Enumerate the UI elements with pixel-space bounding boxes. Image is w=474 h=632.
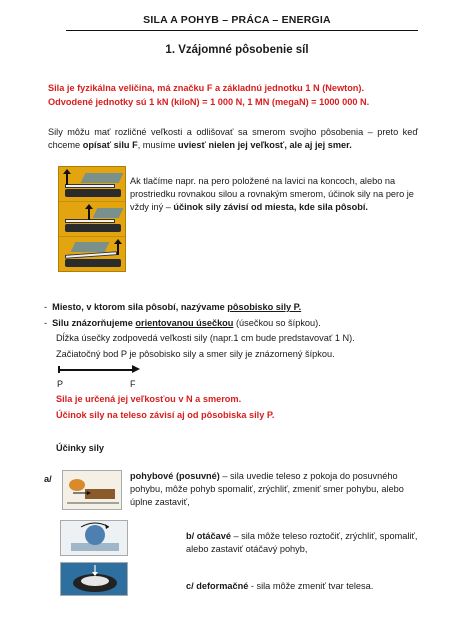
bench-shape [65, 259, 121, 267]
effect-c-line-1: - sila môže zmeniť tvar telesa. [248, 581, 374, 591]
sled-icon [63, 471, 122, 510]
spinning-wheel-icon [61, 521, 128, 556]
intro-text-1: Sily môžu mať rozličné veľkosti a odlišovať sa smerom svojho pôsobenia – preto keď chceme [48, 127, 418, 151]
effect-a-label: a/ [44, 474, 52, 484]
squeezed-ball-icon [61, 563, 128, 596]
sled-push-illustration [62, 470, 122, 510]
effect-b-line-2: alebo zastaviť otáčavý pohyb, [186, 544, 308, 555]
effect-a-line-1: – sila uvedie teleso z pokoja do posuvného [219, 471, 398, 481]
document-header: SILA A POHYB – PRÁCA – ENERGIA [143, 14, 331, 26]
pen-paragraph-text: Ak tlačíme napr. na pero položené na lavici na koncoch, alebo na prostriedku rovnakou silou a rovnakým smerom, účinok sily na pero je vždy iný – [130, 176, 414, 213]
effect-c-label: c/ [186, 581, 197, 591]
rotation-illustration [60, 520, 128, 556]
illustration-panel-3 [59, 237, 126, 272]
effect-b-paragraph [186, 530, 420, 556]
line-length-note: Dĺžka úsečky zodpovedá veľkosti sily (napr.1 cm bude predstavovať 1 N). [56, 333, 355, 343]
effect-b-title: otáčavé [196, 531, 231, 541]
label-p: P [57, 379, 64, 389]
bullet-1-text: Miesto, v ktorom sila pôsobí, nazývame [52, 302, 228, 312]
effect-a-line-2: pohybu, môže pohyb spomaliť, zrýchliť, zmeniť smer pohybu, alebo [130, 484, 404, 495]
shadow-shape [93, 208, 124, 218]
pen-on-bench-illustration [58, 166, 126, 272]
illustration-panel-1 [59, 167, 126, 202]
bench-shape [65, 224, 121, 232]
label-f: F [130, 379, 136, 389]
pen-shape [65, 184, 115, 188]
intro-bold-2: uviesť nielen jej veľkosť, ale aj jej smer. [178, 140, 352, 151]
effects-heading: Účinky sily [56, 443, 105, 453]
effect-c-paragraph [186, 580, 420, 593]
definition-line-2: Odvodené jednotky sú 1 kN (kiloN) = 1 000 N, 1 MN (megaN) = 1000 000 N. [48, 97, 370, 107]
definition-line-1: Sila je fyzikálna veličina, má značku F a základnú jednotku 1 N (Newton). [48, 83, 365, 93]
force-arrow-icon [88, 208, 90, 220]
bullet-2: - Silu znázorňujeme orientovanou úsečkou (úsečkou so šípkou). [44, 318, 321, 328]
effect-c-title: deformačné [196, 581, 249, 591]
pen-shape [65, 251, 117, 259]
pen-paragraph-bold: účinok sily závisí od miesta, kde sila pôsobí. [173, 202, 368, 213]
bullet-1-underlined: pôsobisko sily P. [227, 302, 302, 312]
bullet-1: - Miesto, v ktorom sila pôsobí, nazývame pôsobisko sily P. [44, 302, 302, 312]
effect-b-label: b/ [186, 531, 197, 541]
intro-paragraph [48, 126, 418, 152]
intro-text-2: , musíme [137, 140, 179, 151]
force-vector-line [58, 369, 134, 371]
force-arrow-icon [117, 243, 119, 255]
effect-b-line-1: – sila môže teleso roztočiť, zrýchliť, spomaliť, [230, 531, 418, 541]
pen-paragraph [130, 175, 420, 215]
effect-a-title: pohybové (posuvné) [130, 471, 220, 481]
effect-a-line-3: úplne zastaviť, [130, 497, 190, 508]
bullet-2-underlined: orientovanou úsečkou [135, 318, 234, 328]
arrowhead-icon [132, 365, 140, 373]
bullet-2-text: Silu znázorňujeme [52, 318, 136, 328]
bullet-2-rest: (úsečkou so šípkou). [233, 318, 321, 328]
pen-shape [65, 219, 115, 223]
shadow-shape [81, 173, 124, 183]
illustration-panel-2 [59, 202, 126, 237]
conclusion-line-1: Sila je určená jej veľkosťou v N a smerom. [56, 394, 242, 404]
force-arrow-icon [66, 173, 68, 185]
conclusion-line-2: Účinok sily na teleso závisí aj od pôsobiska sily P. [56, 410, 275, 420]
deformation-illustration [60, 562, 128, 596]
intro-bold-1: opísať silu F [82, 140, 138, 151]
bench-shape [65, 189, 121, 197]
start-point-note: Začiatočný bod P je pôsobisko sily a smer sily je znázornený šípkou. [56, 349, 335, 359]
section-title: 1. Vzájomné pôsobenie síl [165, 44, 309, 56]
shadow-shape [71, 242, 110, 252]
effect-a-paragraph [130, 470, 420, 510]
header-rule [66, 30, 418, 31]
